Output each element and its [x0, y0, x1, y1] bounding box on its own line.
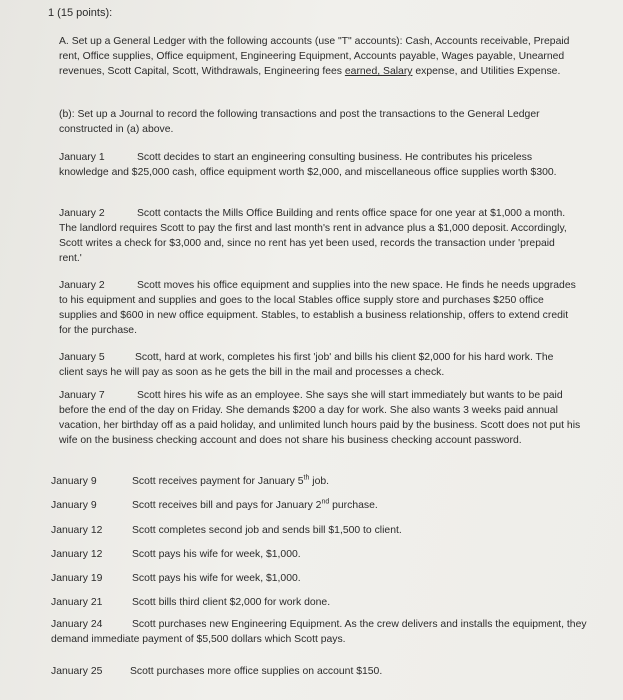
part-a-text — [59, 34, 579, 79]
transaction-row — [51, 547, 591, 562]
transaction-text: Scott pays his wife for week, $1,000. — [132, 549, 301, 560]
transaction-paragraph — [59, 150, 579, 180]
transaction-text-end: purchase. — [329, 500, 378, 511]
transaction-date: January 7 — [59, 390, 105, 401]
transaction-text: Scott completes second job and sends bill $1,500 to client. — [132, 525, 402, 536]
transaction-row — [51, 571, 591, 586]
transaction-date: January 24 — [51, 619, 103, 630]
ordinal-suffix: nd — [321, 498, 330, 506]
transaction-date: January 5 — [59, 352, 105, 363]
transaction-text: Scott purchases new Engineering Equipment. As the crew delivers and installs the equipment, they demand immediate payment of $5,500 dollars which Scott pays. — [51, 619, 587, 645]
transaction-date: January 19 — [51, 573, 103, 584]
transaction-paragraph — [59, 278, 579, 338]
transaction-date: January 12 — [51, 549, 103, 560]
transaction-date: January 1 — [59, 152, 105, 163]
part-a-text-main: A. Set up a General Ledger with the following accounts (use "T" accounts): Cash, Accounts receivable, Prepaid rent, Office supplies, Office equipment, Engineering Equipment, Accounts payable, Wages payable, Unearned revenues, Scott Capital, Scott, Withdrawals, Engineering fees — [59, 36, 570, 77]
transaction-paragraph — [59, 350, 579, 380]
transaction-text: Scott pays his wife for week, $1,000. — [132, 573, 301, 584]
transaction-date: January 9 — [51, 500, 97, 511]
part-a-text-end: expense, and Utilities Expense. — [412, 66, 561, 77]
transaction-text: Scott moves his office equipment and supplies into the new space. He finds he needs upgrades to his equipment and supplies and goes to the local Stables office supply store and purchases $250 office supplies and $600 in new office equipment. Stables, to establish a business relationship, offers to extend credit for the purchase. — [59, 280, 576, 336]
transaction-date: January 2 — [59, 208, 105, 219]
transaction-text: Scott bills third client $2,000 for work done. — [132, 597, 331, 608]
transaction-text: Scott, hard at work, completes his first 'job' and bills his client $2,000 for his hard work. The client says he will pay as soon as he gets the bill in the mail and processes a check. — [59, 352, 554, 378]
transaction-paragraph — [59, 206, 579, 266]
transaction-text: Scott receives payment for January 5 — [132, 476, 304, 487]
transaction-paragraph — [51, 617, 587, 647]
transaction-text: Scott hires his wife as an employee. She says she will start immediately but wants to be paid before the end of the day on Friday. She demands $200 a day for work. She also wants 3 weeks paid annual vacation, her birthday off as a paid holiday, and unlimited lunch hours paid by the business. Scott does not put his wife on the business checking account and does not share his business checking account password. — [59, 390, 581, 446]
transaction-text-end: job. — [309, 476, 330, 487]
part-b-text: (b): Set up a Journal to record the following transactions and post the transactions to the General Ledger constructed in (a) above. — [59, 109, 540, 135]
transaction-paragraph — [59, 388, 591, 448]
transaction-date: January 9 — [51, 476, 97, 487]
ordinal-suffix: th — [303, 474, 310, 482]
question-number: 1 (15 points): — [48, 7, 113, 19]
transaction-row — [51, 523, 591, 538]
part-a-underlined: earned, Salary — [344, 66, 413, 77]
transaction-text: Scott decides to start an engineering consulting business. He contributes his priceless knowledge and $25,000 cash, office equipment worth $2,000, and miscellaneous office supplies worth $300. — [59, 152, 557, 178]
transaction-text: Scott purchases more office supplies on account $150. — [130, 666, 383, 677]
transaction-row — [51, 474, 591, 489]
transaction-date: January 12 — [51, 525, 103, 536]
transaction-date: January 25 — [51, 666, 103, 677]
transaction-date: January 2 — [59, 280, 105, 291]
transaction-row — [51, 498, 591, 513]
transaction-row — [51, 664, 591, 679]
transaction-text: Scott receives bill and pays for January 2 — [132, 500, 322, 511]
transaction-date: January 21 — [51, 597, 103, 608]
transaction-text: Scott contacts the Mills Office Building and rents office space for one year at $1,000 a month. The landlord requires Scott to pay the first and last month's rent in advance plus a $1,000 deposit. Accordingly, Scott writes a check for $3,000 and, since no rent has yet been used, records the transaction under 'prepaid rent.' — [59, 208, 567, 264]
transaction-row — [51, 595, 591, 610]
